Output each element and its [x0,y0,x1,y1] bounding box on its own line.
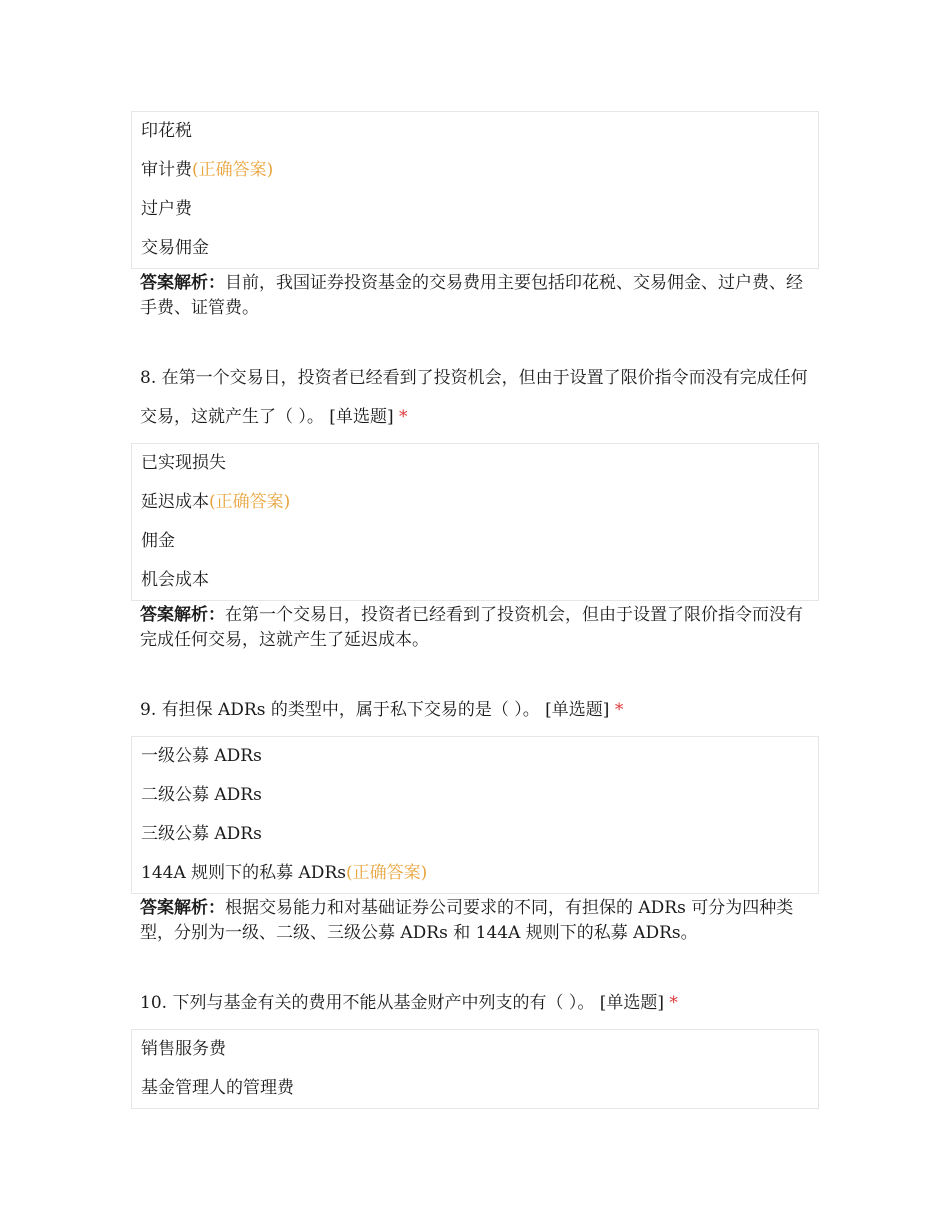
required-mark: * [614,700,624,720]
option-item-correct: 144A 规则下的私募 ADRs(正确答案) [141,863,428,883]
answer-analysis [131,271,819,321]
option-item-correct: 延迟成本(正确答案) [141,492,291,512]
option-item: 二级公募 ADRs [141,785,262,805]
required-mark: * [669,993,678,1013]
answer-analysis [131,896,819,946]
option-item-correct: 审计费(正确答案) [141,160,274,180]
option-item: 交易佣金 [141,238,209,258]
analysis-text: 在第一个交易日，投资者已经看到了投资机会，但由于设置了限价指令而没有完成任何交易，这就产生了延迟成本。 [140,605,803,650]
option-item: 销售服务费 [141,1039,226,1059]
option-item: 基金管理人的管理费 [141,1078,294,1098]
correct-answer-tag: (正确答案) [345,863,428,883]
question-title: 9. 有担保 ADRs 的类型中，属于私下交易的是（ ）。 [单选题] * [140,700,624,720]
analysis-label: 答案解析： [140,898,225,918]
question-block-10 [131,984,819,1109]
answer-analysis [131,603,819,653]
options-list [131,443,819,601]
required-mark: * [398,407,408,427]
option-item: 印花税 [141,121,192,141]
question-block-9 [131,691,819,946]
options-list [131,111,819,269]
correct-answer-tag: (正确答案) [192,160,274,180]
options-list [131,736,819,894]
analysis-label: 答案解析： [140,273,225,293]
question-block-7 [131,111,819,321]
option-item: 已实现损失 [141,453,226,473]
question-title: 8. 在第一个交易日，投资者已经看到了投资机会，但由于设置了限价指令而没有完成任何交易，这就产生了（ ）。 [单选题] * [140,368,808,427]
analysis-text: 根据交易能力和对基础证券公司要求的不同，有担保的 ADRs 可分为四种类型，分别为一级、二级、三级公募 ADRs 和 144A 规则下的私募 ADRs。 [140,898,794,943]
question-title: 10. 下列与基金有关的费用不能从基金财产中列支的有（ ）。 [单选题] * [140,993,678,1013]
option-item: 一级公募 ADRs [141,746,262,766]
question-block-8 [131,359,819,653]
analysis-text: 目前，我国证券投资基金的交易费用主要包括印花税、交易佣金、过户费、经手费、证管费。 [140,273,803,318]
option-item: 佣金 [141,531,175,551]
correct-answer-tag: (正确答案) [209,492,291,512]
analysis-label: 答案解析： [140,605,225,625]
options-list [131,1029,819,1109]
option-item: 过户费 [141,199,192,219]
option-item: 三级公募 ADRs [141,824,262,844]
option-item: 机会成本 [141,570,209,590]
quiz-page [131,111,819,1109]
